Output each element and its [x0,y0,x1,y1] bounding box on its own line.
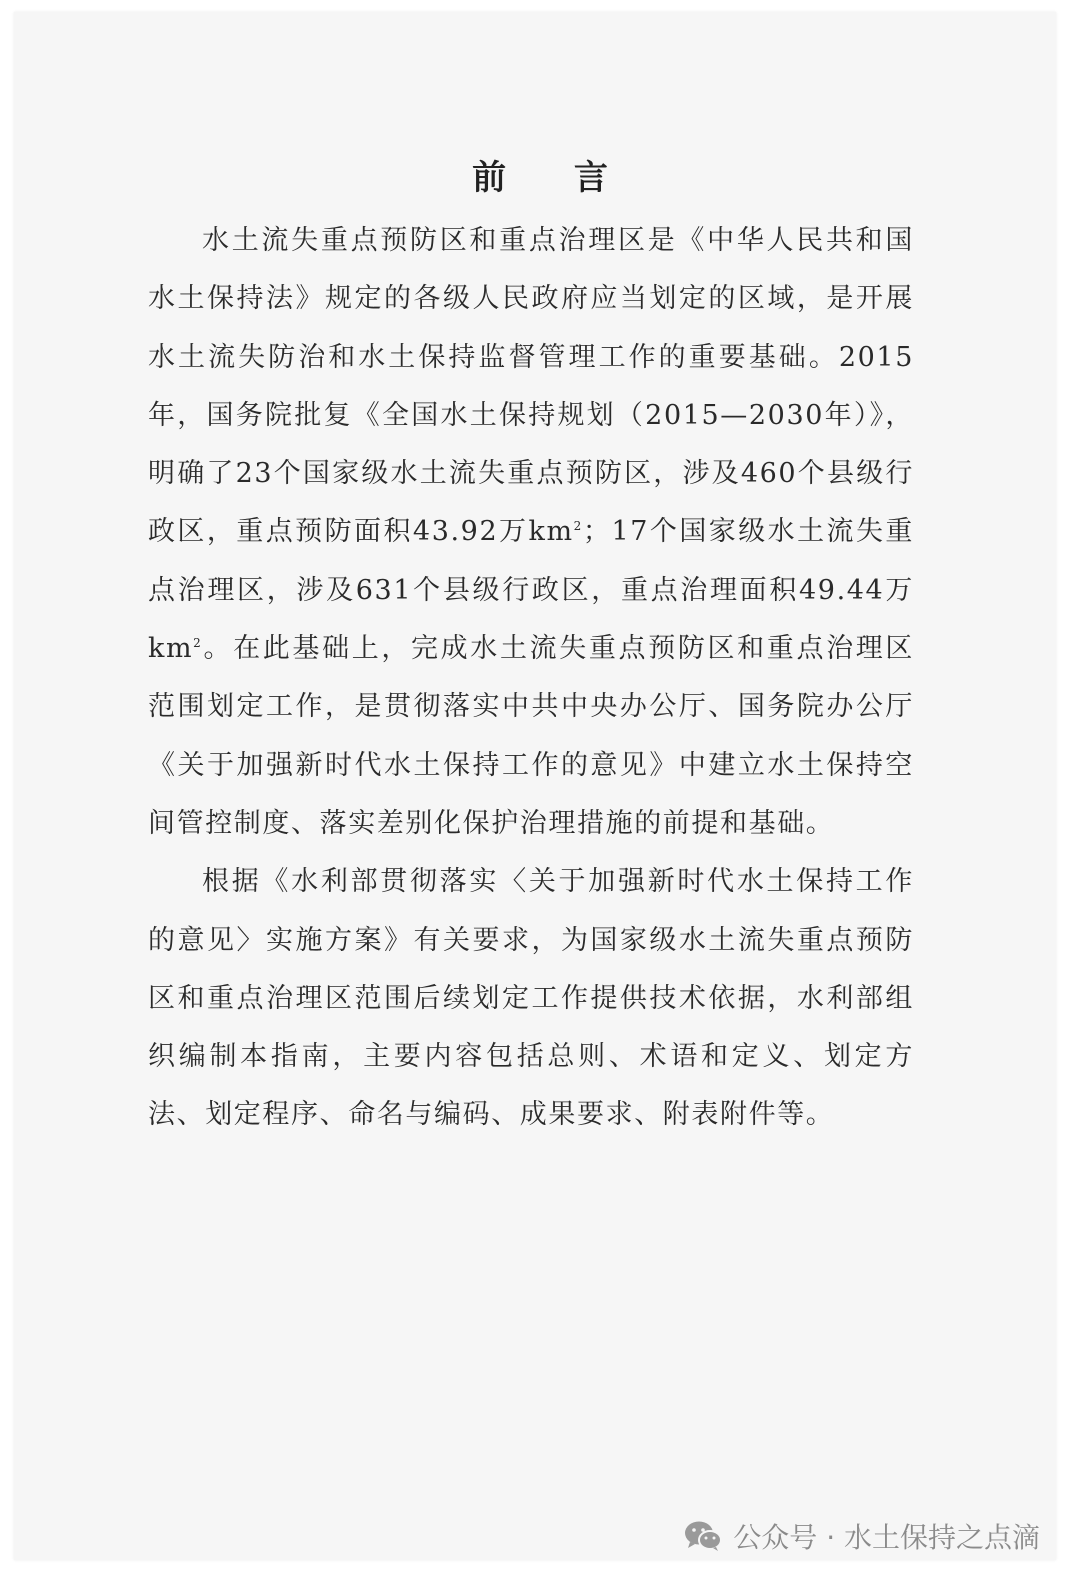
paragraph-1 [148,212,914,853]
paragraph-2: 根据《水利部贯彻落实〈关于加强新时代水土保持工作的意见〉实施方案》有关要求，为国家级水土流失重点预防区和重点治理区范围后续划定工作提供技术依据，水利部组织编制本指南，主要内容包括总则、术语和定义、划定方法、划定程序、命名与编码、成果要求、附表附件等。 [148,866,914,1131]
paragraph-1-part-1: 水土流失重点预防区和重点治理区是《中华人民共和国水土保持法》规定的各级人民政府应当划定的区域，是开展水土流失防治和水土保持监督管理工作的重要基础。2015年，国务院批复《全国水土保持规划（2015—2030年）》，明确了23个国家级水土流失重点预防区，涉及460个县级行政区，重点预防面积43.92万km [148,225,914,548]
watermark-text: 公众号 · 水土保持之点滴 [733,1521,1040,1554]
paragraph-1-part-2: ；17个国家级水土流失重点治理区，涉及631个县级行政区，重点治理面积49.44万km [148,516,914,665]
watermark [683,1516,1040,1556]
page-title: 前 言 [472,158,636,198]
paragraph-1-part-3: 。在此基础上，完成水土流失重点预防区和重点治理区范围划定工作，是贯彻落实中共中央办公厅、国务院办公厅《关于加强新时代水土保持工作的意见》中建立水土保持空间管控制度、落实差别化保护治理措施的前提和基础。 [148,633,914,839]
superscript-2: 2 [573,519,583,534]
document-body [148,212,914,1145]
wechat-icon [683,1519,723,1553]
superscript-2: 2 [193,636,203,651]
